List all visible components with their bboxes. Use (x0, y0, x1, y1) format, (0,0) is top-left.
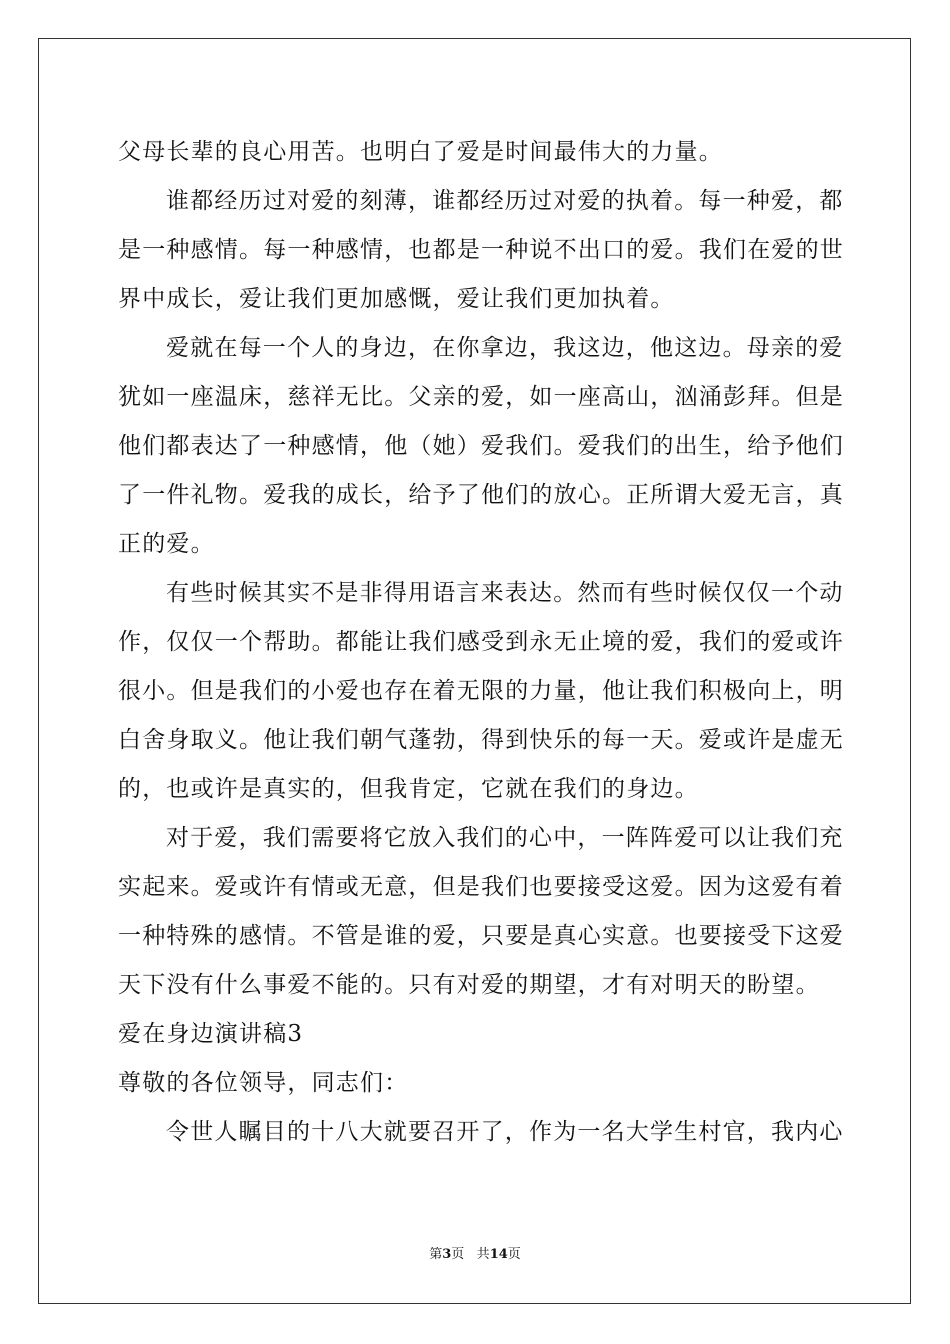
total-prefix: 共 (476, 1247, 490, 1262)
text-line: 是一种感情。每一种感情，也都是一种说不出口的爱。我们在爱的世 (118, 237, 844, 263)
text-line: 白舍身取义。他让我们朝气蓬勃，得到快乐的每一天。爱或许是虚无 (118, 727, 844, 753)
page-footer (0, 1245, 950, 1265)
text-line: 爱在身边演讲稿3 (118, 1021, 304, 1047)
text-line: 作，仅仅一个帮助。都能让我们感受到永无止境的爱，我们的爱或许 (118, 629, 844, 655)
text-line: 爱就在每一个人的身边，在你拿边，我这边，他这边。母亲的爱 (166, 335, 844, 361)
text-line: 天下没有什么事爱不能的。只有对爱的期望，才有对明天的盼望。 (118, 972, 820, 998)
text-line: 很小。但是我们的小爱也存在着无限的力量，他让我们积极向上，明 (118, 678, 844, 704)
text-line: 有些时候其实不是非得用语言来表达。然而有些时候仅仅一个动 (166, 580, 844, 606)
page-prefix: 第 (429, 1247, 443, 1262)
document-body (118, 128, 844, 1157)
page-number: 3 (442, 1247, 452, 1262)
text-line: 一种特殊的感情。不管是谁的爱，只要是真心实意。也要接受下这爱 (118, 923, 844, 949)
text-line: 尊敬的各位领导，同志们： (118, 1070, 409, 1096)
total-pages: 14 (489, 1247, 508, 1262)
text-line: 犹如一座温床，慈祥无比。父亲的爱，如一座高山，汹涌彭拜。但是 (118, 384, 844, 410)
text-line: 他们都表达了一种感情，他（她）爱我们。爱我们的出生，给予他们 (118, 433, 844, 459)
total-suffix: 页 (507, 1247, 521, 1262)
text-line: 实起来。爱或许有情或无意，但是我们也要接受这爱。因为这爱有着 (118, 874, 844, 900)
text-line: 对于爱，我们需要将它放入我们的心中，一阵阵爱可以让我们充 (166, 825, 844, 851)
text-line: 正的爱。 (118, 531, 215, 557)
text-line: 令世人瞩目的十八大就要召开了，作为一名大学生村官，我内心 (166, 1119, 844, 1145)
text-line: 的，也或许是真实的，但我肯定，它就在我们的身边。 (118, 776, 699, 802)
text-line: 界中成长，爱让我们更加感慨，爱让我们更加执着。 (118, 286, 675, 312)
text-line: 了一件礼物。爱我的成长，给予了他们的放心。正所谓大爱无言，真 (118, 482, 844, 508)
page-suffix: 页 (451, 1247, 465, 1262)
text-line: 谁都经历过对爱的刻薄，谁都经历过对爱的执着。每一种爱，都 (166, 188, 844, 214)
text-line: 父母长辈的良心用苦。也明白了爱是时间最伟大的力量。 (118, 139, 723, 165)
